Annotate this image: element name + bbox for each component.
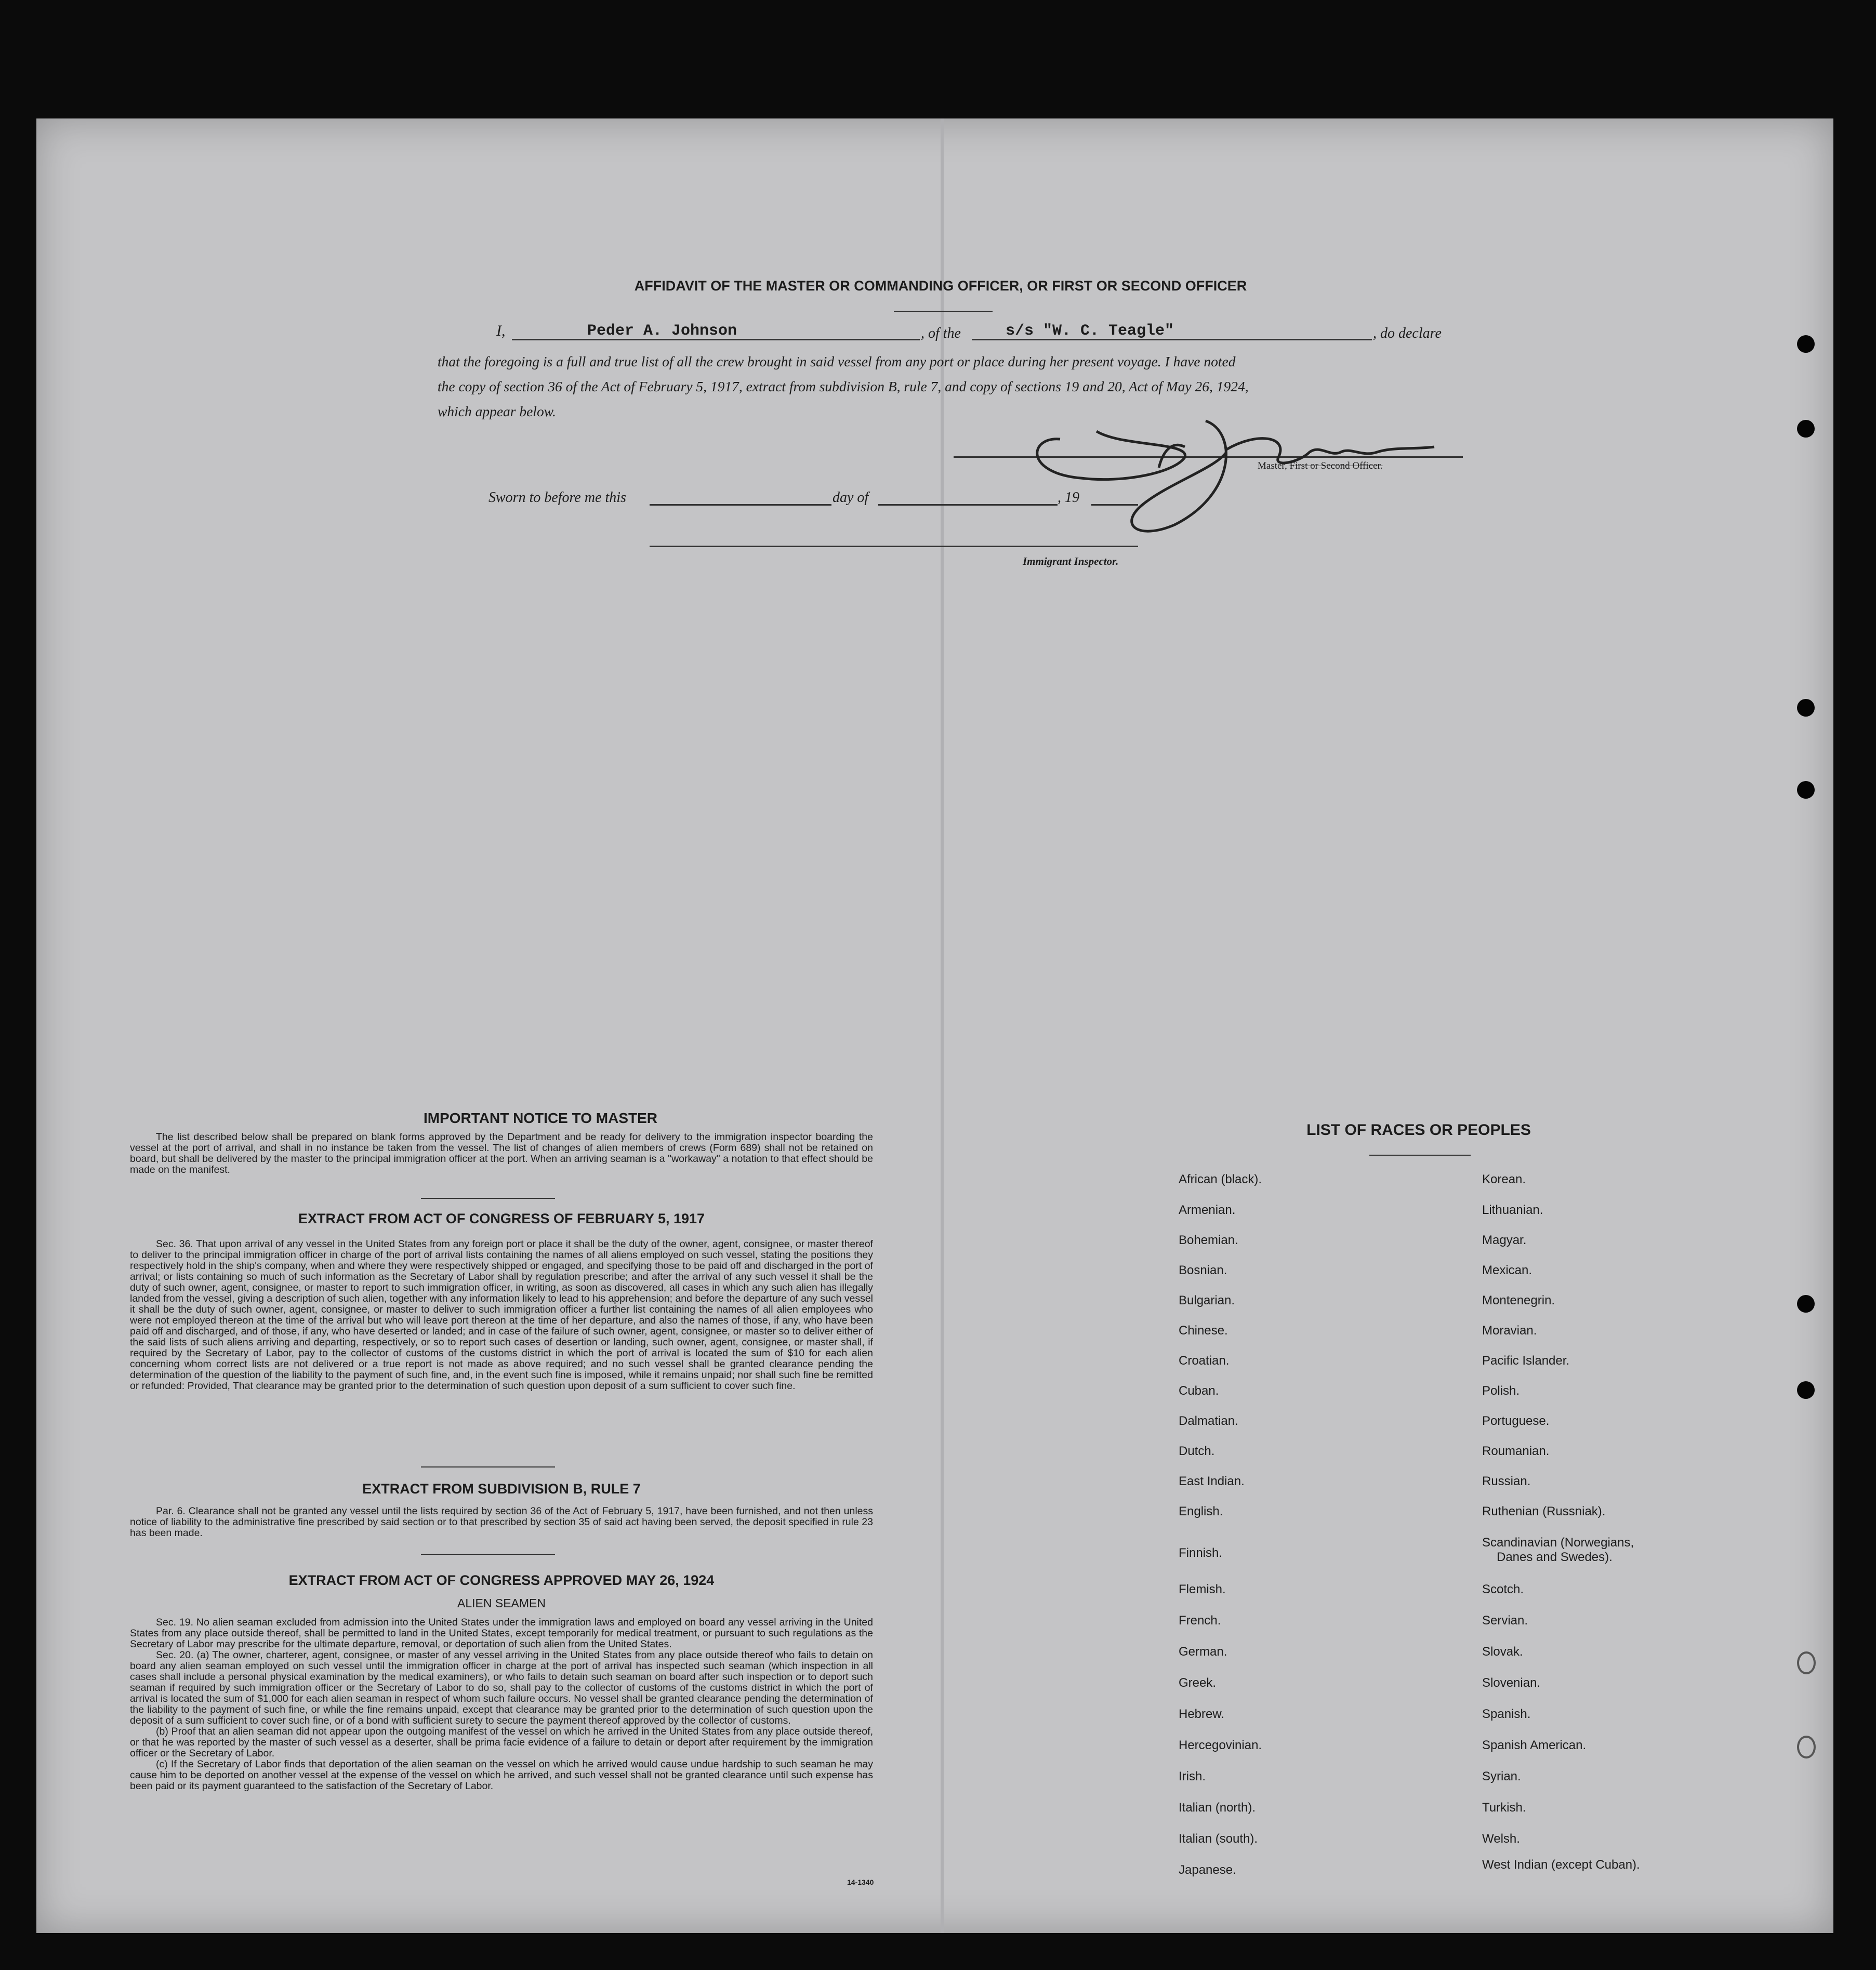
section-20a-text: Sec. 20. (a) The owner, charterer, agent, consignee, or master of any vessel arriving in the United States from any place outside thereof who fails to detain on board any alien seaman employed on such vessel until the immigration officer in charge at the port of arrival has inspected such seaman (which inspection in all cases shall include a personal physical examination by the medical examiners), or who fails to detain such seaman on board after such inspection or to deport such seaman if required by such immigration officer or the Secretary of Labor to do so, shall pay to the collector of customs of the customs district in which the port of arrival is located the sum of $1,000 for each alien seaman in respect of whom such failure occurs. No vessel shall be granted clearance pending the determination of the liability to the payment of such fine, or while the fine remains unpaid, except that clearance may be granted prior to the determination of such question upon the deposit of a sum sufficient to cover such fine, or of a bond with sufficient surety to secure the payment thereof approved by the collector of customs. <box>130 1649 873 1726</box>
affidavit-body-line: which appear below. <box>438 403 556 419</box>
notice-text: The list described below shall be prepared on blank forms approved by the Department and be ready for delivery to the immigration inspector boarding the vessel at the port of arrival, and shall in no instance be taken from the vessel. The list of changes of alien members of crews (Form 689) shall not be retained on board, but shall be delivered by the master to the principal immigration officer at the port. When an arriving seaman is a "workaway" a notation to that effect should be made on the manifest. <box>130 1131 873 1175</box>
divider <box>894 311 993 312</box>
notice-title: IMPORTANT NOTICE TO MASTER <box>423 1110 658 1126</box>
sworn-day-line <box>650 504 831 506</box>
race-item: Danes and Swedes). <box>1497 1550 1613 1564</box>
divider <box>421 1198 555 1199</box>
race-item: East Indian. <box>1179 1474 1245 1488</box>
binder-hole <box>1797 699 1815 717</box>
day-of-label: day of <box>833 490 869 506</box>
race-item: Irish. <box>1179 1769 1206 1783</box>
extract-1924-body <box>130 1617 873 1792</box>
race-item: Roumanian. <box>1482 1444 1550 1458</box>
section-36-text: Sec. 36. That upon arrival of any vessel in the United States from any foreign port or place it shall be the duty of the owner, agent, consignee, or master thereof to deliver to the principal immigration officer in charge of the port of arrival lists containing the names of all aliens employed on such vessel, stating the positions they respectively hold in the ship's company, when and where they were respectively shipped or engaged, and specifying those to be paid off and discharged in the port of arrival; or lists containing so much of such information as the Secretary of Labor shall by regulation prescribe; and after the arrival of any such vessel it shall be the duty of such owner, agent, consignee, or master to report to such immigration officer, in writing, as soon as discovered, all cases in which any such alien has illegally landed from the vessel, giving a description of such alien, together with any information likely to lead to his apprehension; and before the departure of any such vessel it shall be the duty of such owner, agent, consignee, or master to deliver to such immigration officer a further list containing the names of all alien employees who were not employed thereon at the time of the arrival but who will leave port thereon at the time of her departure, and also the names of those, if any, who have been paid off and discharged, and of those, if any, who have deserted or landed; and in case of the failure of such owner, agent, consignee, or master so to deliver either of the said lists of such aliens arriving and departing, respectively, or so to report such cases of desertion or landing, such owner, agent, consignee, or master shall, if required by the Secretary of Labor, pay to the collector of customs of the customs district in which the port of arrival is located the sum of $10 for each alien concerning whom correct lists are not delivered or a true report is not made as above required; and no such vessel shall be granted clearance pending the determination of the question of the liability to the payment of such fine, and, in the event such fine is imposed, while it remains unpaid; nor shall such fine be remitted or refunded: Provided, That clearance may be granted prior to the determination of such question upon deposit of a sum sufficient to cover such fine. <box>130 1238 873 1392</box>
of-the-label: , of the <box>921 325 961 341</box>
race-item: Russian. <box>1482 1474 1531 1488</box>
race-item: Magyar. <box>1482 1233 1527 1247</box>
race-item: Bohemian. <box>1179 1233 1238 1247</box>
race-item: Armenian. <box>1179 1203 1236 1217</box>
race-item: Montenegrin. <box>1482 1293 1555 1307</box>
race-item: English. <box>1179 1504 1223 1518</box>
race-item: West Indian (except Cuban). <box>1482 1858 1640 1872</box>
race-item: Japanese. <box>1179 1863 1236 1877</box>
alien-seamen-subtitle: ALIEN SEAMEN <box>457 1596 546 1610</box>
race-item: Spanish American. <box>1482 1738 1587 1752</box>
race-item: Scotch. <box>1482 1582 1524 1596</box>
do-declare-label: , do declare <box>1373 325 1442 341</box>
affidavit-body-line: the copy of section 36 of the Act of February 5, 1917, extract from subdivision B, rule 7, and copy of sections 19 and 20, Act of May 26, 1924, <box>438 378 1249 394</box>
race-item: Flemish. <box>1179 1582 1226 1596</box>
race-item: Mexican. <box>1482 1263 1532 1277</box>
race-item: Servian. <box>1482 1614 1528 1628</box>
race-item: Turkish. <box>1482 1801 1526 1815</box>
binder-hole <box>1797 335 1815 353</box>
extract-1917-title: EXTRACT FROM ACT OF CONGRESS OF FEBRUARY 5, 1917 <box>298 1211 705 1226</box>
notice-body <box>130 1132 873 1175</box>
race-item: Welsh. <box>1482 1832 1520 1846</box>
race-item: Slovenian. <box>1482 1676 1541 1690</box>
race-item: Finnish. <box>1179 1546 1223 1560</box>
inspector-signature-line <box>650 546 1138 547</box>
inspector-caption: Immigrant Inspector. <box>1023 555 1119 567</box>
race-item: Chinese. <box>1179 1324 1228 1338</box>
race-item: Italian (north). <box>1179 1801 1256 1815</box>
race-item: Syrian. <box>1482 1769 1521 1783</box>
binder-hole <box>1797 1381 1815 1399</box>
races-title: LIST OF RACES OR PEOPLES <box>1306 1121 1531 1139</box>
master-signature <box>1019 400 1476 546</box>
sworn-year-line <box>1091 504 1138 506</box>
race-item: Dutch. <box>1179 1444 1215 1458</box>
vessel-name-field[interactable]: s/s "W. C. Teagle" <box>1006 322 1174 340</box>
race-item: Hercegovinian. <box>1179 1738 1262 1752</box>
rule7-text: Par. 6. Clearance shall not be granted any vessel until the lists required by section 36 of the Act of February 5, 1917, have been furnished, and not then unless notice of liability to the administrative fine prescribed by said section or to that prescribed by section 35 of said act having been served, the deposit specified in rule 23 has been made. <box>130 1505 873 1539</box>
affidavit-body-line: that the foregoing is a full and true list of all the crew brought in said vessel from any port or place during her present voyage. I have noted <box>438 353 1236 369</box>
race-item: Lithuanian. <box>1482 1203 1543 1217</box>
race-item: Croatian. <box>1179 1354 1230 1368</box>
divider <box>1369 1155 1471 1156</box>
race-item: Hebrew. <box>1179 1707 1225 1721</box>
form-number: 14-1340 <box>847 1878 874 1886</box>
divider <box>421 1554 555 1555</box>
i-label: I, <box>496 322 506 339</box>
race-item: Italian (south). <box>1179 1832 1258 1846</box>
struck-officer-caption: First or Second Officer. <box>1289 460 1383 471</box>
binder-hole <box>1797 1736 1816 1759</box>
affidavit-title: AFFIDAVIT OF THE MASTER OR COMMANDING OFFICER, OR FIRST OR SECOND OFFICER <box>634 278 1247 294</box>
rule7-title: EXTRACT FROM SUBDIVISION B, RULE 7 <box>362 1481 641 1497</box>
year-label: , 19 <box>1058 490 1079 506</box>
sworn-month-line <box>878 504 1058 506</box>
race-item: Bosnian. <box>1179 1263 1227 1277</box>
race-item: Polish. <box>1482 1384 1520 1398</box>
binder-hole <box>1797 781 1815 799</box>
signature-caption <box>1258 460 1383 472</box>
section-19-text: Sec. 19. No alien seaman excluded from admission into the United States under the immigration laws and employed on board any vessel arriving in the United States from any place outside thereof, shall be permitted to land in the United States, except temporarily for medical treatment, or pursuant to such regulations as the Secretary of Labor may prescribe for the ultimate departure, removal, or deportation of such alien from the United States. <box>130 1617 873 1650</box>
race-item: Portuguese. <box>1482 1414 1550 1428</box>
race-item: Dalmatian. <box>1179 1414 1238 1428</box>
race-item: Cuban. <box>1179 1384 1219 1398</box>
race-item: Pacific Islander. <box>1482 1354 1570 1368</box>
section-20c-text: (c) If the Secretary of Labor finds that deportation of the alien seaman on the vessel on which he arrived would cause undue hardship to such seaman he may cause him to be deported on another vessel at the expense of the vessel on which he arrived, and such vessel shall not be granted clearance until such expense has been paid or its payment guaranteed to the satisfaction of the Secretary of Labor. <box>130 1759 873 1792</box>
race-item: Slovak. <box>1482 1645 1523 1659</box>
sworn-label: Sworn to before me this <box>488 490 626 506</box>
extract-1924-title: EXTRACT FROM ACT OF CONGRESS APPROVED MAY 26, 1924 <box>288 1572 715 1588</box>
race-item: Spanish. <box>1482 1707 1531 1721</box>
binder-hole <box>1797 420 1815 438</box>
binder-hole <box>1797 1651 1816 1674</box>
race-item: Bulgarian. <box>1179 1293 1235 1307</box>
rule7-body <box>130 1506 873 1539</box>
race-item: Greek. <box>1179 1676 1217 1690</box>
race-item: German. <box>1179 1645 1227 1659</box>
race-item: Ruthenian (Russniak). <box>1482 1504 1606 1518</box>
binder-hole <box>1797 1295 1815 1313</box>
race-item: Scandinavian (Norwegians, <box>1482 1536 1634 1550</box>
section-20b-text: (b) Proof that an alien seaman did not appear upon the outgoing manifest of the vessel on which he arrived in the United States from any place outside thereof, or that he was reported by the master of such vessel as a deserter, shall be prima facie evidence of a failure to detain or deport after requirement by the immigration officer or the Secretary of Labor. <box>130 1726 873 1759</box>
extract-1917-body <box>130 1239 873 1392</box>
race-item: Korean. <box>1482 1172 1526 1186</box>
race-item: French. <box>1179 1614 1221 1628</box>
divider <box>421 1466 555 1467</box>
race-item: African (black). <box>1179 1172 1262 1186</box>
master-name-field[interactable]: Peder A. Johnson <box>587 322 737 340</box>
race-item: Moravian. <box>1482 1324 1537 1338</box>
master-caption: Master, <box>1258 460 1287 471</box>
